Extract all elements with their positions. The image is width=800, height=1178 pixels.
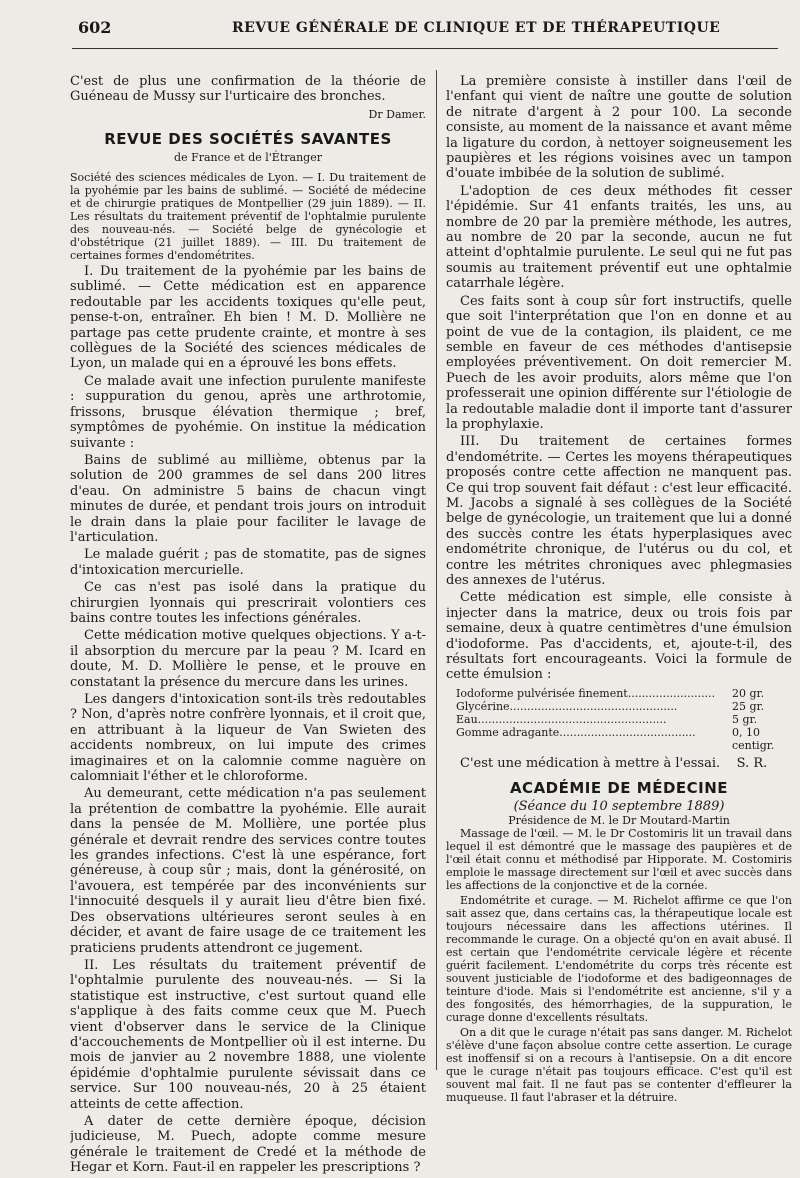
section-summary: Société des sciences médicales de Lyon. — I. Du traitement de la pyohémie par les bains de sublimé. — Société de médecine et de chirurgie pratiques de Montpellier (29 juin 1889). — II. Les résultats du traitement préventif de l'ophtalmie purulente des nouveau-nés. — Société belge de gynécologie et d'obstétrique (21 juillet 1889). — III. Du traitement de certaines formes d'endométrites. [70,171,426,263]
page-number: 602 [78,18,112,37]
paragraph: Ces faits sont à coup sûr fort instructifs, quelle que soit l'interprétation que l'on en donne et au point de vue de la contagion, ils plaident, ce me semble en faveur de ces méthodes d'antisepsie employées préventivement. On doit remercier M. Puech de les avoir produits, alors même que l'on professerait une opinion différente sur l'étiologie de la redoutable maladie dont il importe tant d'assurer la prophylaxie. [446,293,792,432]
page-header [72,18,778,49]
column-divider [436,70,437,1070]
paragraph: Le malade guérit ; pas de stomatite, pas de signes d'intoxication mercurielle. [70,547,426,578]
section-title: REVUE DES SOCIÉTÉS SAVANTES [104,130,392,149]
paragraph: Cette médication est simple, elle consiste à injecter dans la matrice, deux ou trois fois par semaine, deux à quatre centimètres d'une émulsion d'iodoforme. Pas d'accidents, et, ajoute-t-il, des résultats fort encourageants. Voici la formule de cette émulsion : [446,590,792,683]
paragraph: III. Du traitement de certaines formes d'endométrite. — Certes les moyens thérapeutiques proposés contre cette affection ne manquent pas. Ce qui trop souvent fait défaut : c'est leur efficacité. M. Jacobs a signalé à ses collègues de la Société belge de gynécologie, un traitement que lui a donné des succès contre les états hyperplasiques avec endométrite chronique, de l'utérus ou du col, et contre les métrites chroniques avec phlegmasies des annexes de l'utérus. [446,434,792,588]
intro-signature: Dr Damer. [368,107,426,121]
presidency: Présidence de M. le Dr Moutard-Martin [508,814,730,828]
paragraph: Ce malade avait une infection purulente manifeste : suppuration du genou, après une arthrotomie, frissons, brusque élévation thermique ; bref, symptômes de pyohémie. On institue la médication suivante : [70,373,426,451]
paragraph: A dater de cette dernière époque, décision judicieuse, M. Puech, adopte comme mesure générale le traitement de Credé et la méthode de Hegar et Korn. Faut-il en rappeler les prescriptions ? [70,1113,426,1176]
paragraph: Massage de l'œil. — M. le Dr Costomiris lit un travail dans lequel il est démontré que le massage des paupières et de l'œil était connu et méthodisé par Hipporate. M. Costomiris emploie le massage directement sur l'œil et avec succès dans les affections de la conjonctive et de la cornée. [446,827,792,893]
recipe-item: Iodoforme pulvérisée finement......................... 20 gr. [456,686,765,700]
intro-paragraph: C'est de plus une confirmation de la théorie de Guéneau de Mussy sur l'urticaire des bronches. [70,74,426,105]
recipe-list [456,687,792,752]
paragraph: Cette médication motive quelques objections. Y a-t-il absorption du mercure par la peau ? M. Icard en doute, M. D. Mollière le pense, et le prouve en constatant la présence du mercure dans les urines. [70,628,426,690]
right-column [446,74,792,1106]
section-subtitle: de France et de l'Étranger [174,150,322,164]
paragraph: La première consiste à instiller dans l'œil de l'enfant qui vient de naître une goutte de solution de nitrate d'argent à 2 pour 100. La seconde consiste, au moment de la naissance et avant même la ligature du cordon, à nettoyer soigneusement les paupières et les régions voisines avec un tampon d'ouate imbibée de la solution de sublimé. [446,74,792,182]
closing-line: C'est une médication à mettre à l'essai. [460,755,721,771]
recipe-item: Gomme adragante....................................... 0, 10 centigr. [456,725,775,752]
paragraph [446,756,792,771]
paragraph: Ce cas n'est pas isolé dans la pratique du chirurgien lyonnais qui prescrirait volontiers ces bains contre toutes les infections générales. [70,580,426,626]
paragraph: Au demeurant, cette médication n'a pas seulement la prétention de combattre la pyohémie. Elle aurait dans la pensée de M. Mollière, une portée plus générale et devrait rendre des services contre toutes les grandes infections. C'est là une espérance, fort généreuse, à coup sûr ; mais, dont la générosité, on l'avouera, est tempérée par des inconvénients sur l'innocuité desquels il y aurait lieu d'être bien fixé. Des observations ultérieures seront seules à en décider, et avant de faire usage de ce traitement les praticiens prudents attendront ce jugement. [70,786,426,956]
paragraph: I. Du traitement de la pyohémie par les bains de sublimé. — Cette médication est en apparence redoutable par les accidents toxiques qu'elle peut, pense-t-on, entraîner. Eh bien ! M. D. Mollière ne partage pas cette prudente crainte, et montre à ses collègues de la Société des sciences médicales de Lyon, un malade qui en a éprouvé les bons effets. [70,264,426,372]
session-date: (Séance du 10 septembre 1889) [513,798,725,814]
paragraph: Bains de sublimé au millième, obtenus par la solution de 200 grammes de sel dans 200 litres d'eau. On administre 5 bains de chacun vingt minutes de durée, et pendant trois jours on introduit le drain dans la plaie pour faciliter le lavage de l'articulation. [70,452,426,545]
recipe-item: Eau...................................................... 5 gr. [456,712,758,726]
closing-signature: S. R. [736,755,768,771]
paragraph: On a dit que le curage n'était pas sans danger. M. Richelot s'élève d'une façon absolue contre cette assertion. Le curage est inoffensif si on a recours à l'antisepsie. On a dit encore que le curage n'était pas toujours efficace. C'est qu'il est souvent mal fait. Il ne faut pas se contenter d'effleurer la muqueuse. Il faut l'abraser et la détruire. [446,1026,792,1105]
academy-title: ACADÉMIE DE MÉDECINE [509,779,729,798]
left-column [70,74,426,1178]
paragraph: L'adoption de ces deux méthodes fit cesser l'épidémie. Sur 41 enfants traités, les uns, au nombre de 20 par la première méthode, les autres, au nombre de 20 par la seconde, aucun ne fut atteint d'ophtalmie purulente. Le seul qui ne fut pas soumis au traitement préventif eut une ophtalmie catarrhale légère. [446,183,792,292]
paragraph: Les dangers d'intoxication sont-ils très redoutables ? Non, d'après notre confrère lyonnais, et il croit que, en attribuant à la liqueur de Van Swieten des accidents nombreux, on lui impute des crimes imaginaires et on la calomnie comme naguère on calomniait l'éther et le chloroforme. [70,692,426,785]
recipe-item: Glycérine................................................ 25 gr. [456,699,765,713]
running-title: REVUE GÉNÉRALE DE CLINIQUE ET DE THÉRAPEUTIQUE [232,20,721,36]
paragraph: Endométrite et curage. — M. Richelot affirme ce que l'on sait assez que, dans certains cas, la thérapeutique locale est toujours nécessaire dans les affections utérines. Il recommande le curage. On a objecté qu'on en avait abusé. Il est certain que l'endométrite cervicale légère et récente guérit facilement. L'endométrite du corps très récente est souvent justiciable de l'iodoforme et des badigeonnages de teinture d'iode. Mais si l'endométrite est ancienne, s'il y a des fongosités, des hémorrhagies, de la suppuration, le curage donne d'excellents résultats. [446,894,792,1025]
paragraph: II. Les résultats du traitement préventif de l'ophtalmie purulente des nouveau-nés. — Si la statistique est instructive, c'est surtout quand elle s'applique à des faits comme ceux que M. Puech vient d'observer dans le service de la Clinique d'accouchements de Montpellier où il est interne. Du mois de janvier au 2 novembre 1888, une violente épidémie d'ophtalmie purulente sévissait dans ce service. Sur 100 nouveau-nés, 20 à 25 étaient atteints de cette affection. [70,957,426,1112]
